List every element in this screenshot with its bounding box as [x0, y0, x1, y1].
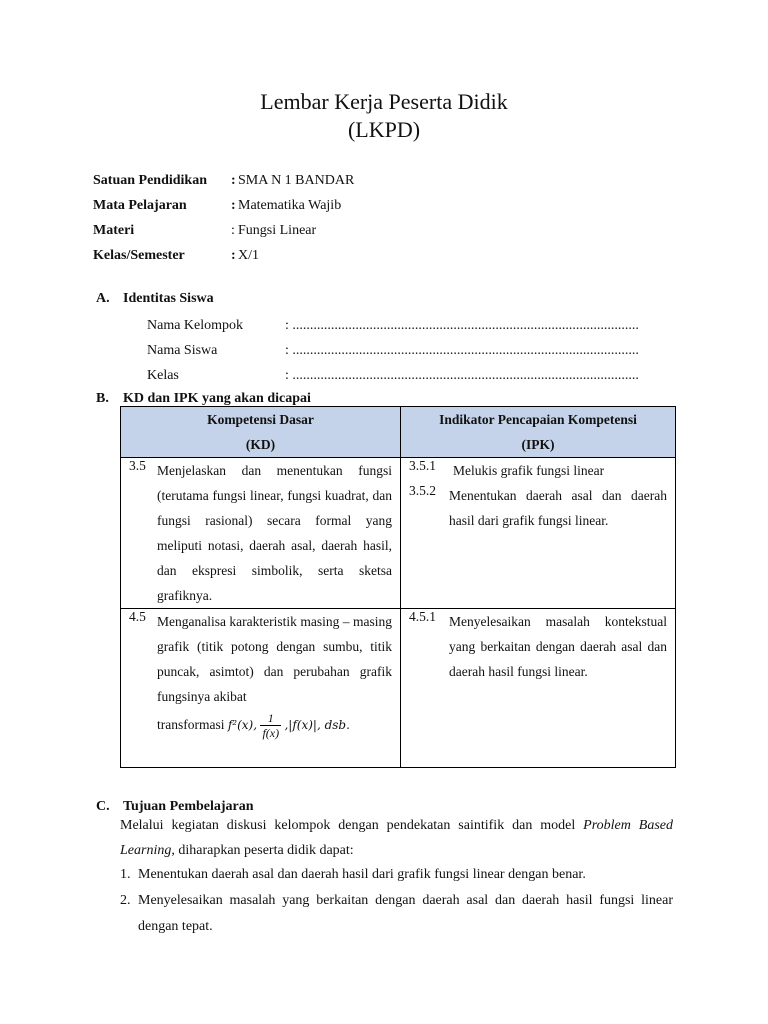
- info-label: Materi: [93, 223, 135, 238]
- kd-ipk-table: [120, 406, 676, 768]
- info-colon: :: [231, 223, 235, 238]
- list-item: [120, 888, 673, 940]
- table-header-row: [121, 407, 676, 458]
- info-value: Fungsi Linear: [238, 223, 317, 238]
- fraction-denominator: f(x): [262, 726, 280, 741]
- info-label: Satuan Pendidikan: [93, 173, 207, 188]
- field-label: Nama Kelompok: [147, 318, 244, 333]
- info-colon: :: [231, 173, 236, 188]
- formula-f-squared: f²(x),: [227, 718, 258, 732]
- kd-text: Menganalisa karakteristik masing – masing grafik (titik potong dengan sumbu, titik puncak, asimtot) dan perubahan grafik fungsinya akibat: [157, 614, 392, 704]
- ipk-cell: [401, 458, 676, 609]
- kd-number: 3.5: [129, 458, 146, 473]
- header-kd: Kompetensi Dasar (KD): [121, 407, 401, 458]
- section-title: Tujuan Pembelajaran: [123, 799, 254, 814]
- document-subtitle: (LKPD): [347, 117, 421, 142]
- field-blank: : ...................................................................................................: [285, 318, 639, 333]
- info-label: Mata Pelajaran: [93, 198, 187, 213]
- field-blank: : ...................................................................................................: [285, 368, 639, 383]
- kd-cell: [121, 458, 401, 609]
- kd-formula-line: [157, 705, 392, 745]
- list-text: Menyelesaikan masalah yang berkaitan dengan daerah asal dan daerah hasil fungsi linear dengan tepat.: [138, 893, 673, 934]
- info-colon: :: [231, 248, 236, 263]
- section-letter: B.: [96, 391, 109, 406]
- section-letter: C.: [96, 799, 110, 814]
- ipk-text: Menyelesaikan masalah kontekstual yang berkaitan dengan daerah asal dan daerah hasil fungsi linear.: [449, 614, 667, 679]
- section-title: Identitas Siswa: [123, 291, 214, 306]
- list-number: 1.: [120, 867, 131, 882]
- info-value: X/1: [238, 248, 259, 263]
- ipk-number: 3.5.1: [409, 458, 436, 473]
- kd-text-end: transformasi: [157, 717, 225, 732]
- kd-text: Menjelaskan dan menentukan fungsi (terutama fungsi linear, fungsi kuadrat, dan fungsi rasional) secara formal yang meliputi notasi, daerah asal, daerah hasil, dan ekspresi simbolik, serta sketsa grafiknya.: [157, 463, 392, 603]
- field-label: Kelas: [147, 368, 179, 383]
- formula-fraction: [260, 711, 281, 740]
- model-name: Problem Based Learning: [120, 818, 673, 858]
- kd-number: 4.5: [129, 609, 146, 624]
- ipk-cell: [401, 609, 676, 768]
- list-text: Menentukan daerah asal dan daerah hasil dari grafik fungsi linear dengan benar.: [138, 867, 586, 882]
- ipk-number: 3.5.2: [409, 483, 436, 498]
- section-title: KD dan IPK yang akan dicapai: [123, 391, 311, 406]
- field-label: Nama Siswa: [147, 343, 218, 358]
- header-ipk: Indikator Pencapaian Kompetensi (IPK): [401, 407, 676, 458]
- info-label: Kelas/Semester: [93, 248, 185, 263]
- info-colon: :: [231, 198, 236, 213]
- ipk-text: Menentukan daerah asal dan daerah hasil dari grafik fungsi linear.: [449, 488, 667, 528]
- table-row: [121, 458, 676, 609]
- table-row: [121, 609, 676, 768]
- field-blank: : ...................................................................................................: [285, 343, 639, 358]
- ipk-text: Melukis grafik fungsi linear: [453, 463, 605, 478]
- section-letter: A.: [96, 291, 110, 306]
- info-value: SMA N 1 BANDAR: [238, 173, 355, 188]
- formula-abs: ,|f(x)|, dsb.: [284, 718, 350, 732]
- tujuan-intro: Melalui kegiatan diskusi kelompok dengan pendekatan saintifik dan model Problem Based Learning, diharapkan peserta didik dapat:: [120, 818, 673, 858]
- ipk-number: 4.5.1: [409, 609, 436, 624]
- info-value: Matematika Wajib: [238, 198, 342, 213]
- kd-cell: [121, 609, 401, 768]
- fraction-numerator: 1: [260, 711, 281, 726]
- document-title: Lembar Kerja Peserta Didik: [260, 89, 508, 114]
- list-item: [120, 862, 673, 888]
- list-number: 2.: [120, 893, 131, 908]
